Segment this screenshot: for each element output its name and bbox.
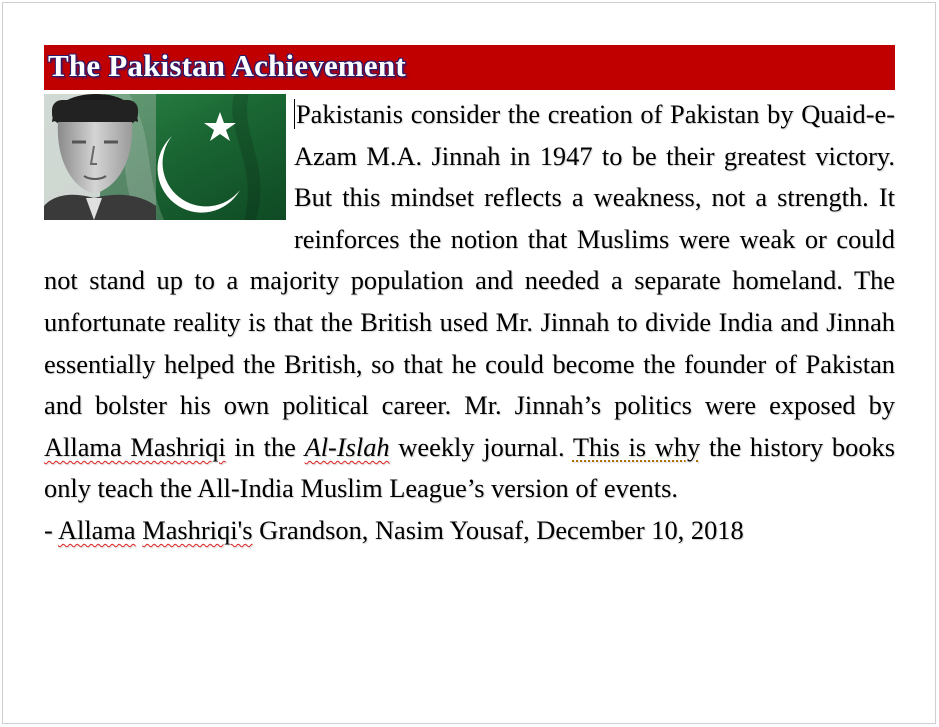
paragraph-text-3: in the bbox=[225, 431, 305, 462]
paragraph-text-1: Pakistanis consider the creation of Pakistan by Quaid-e-Azam M.A. Jinnah in 1947 to be their greatest victory. But this mindset reflects a weakness, not a strength. It reinforces the notion that Muslims were weak or could not stand up to a majority population and needed a separate homeland. The unfortunate reality is that the British used Mr. Jinnah to divide India and Jinnah essentially helped the British, so that he could become the founder of Pakistan and bolster his own political career. Mr. Jinnah’s politics were exposed by bbox=[44, 99, 895, 421]
signature-allama[interactable]: Allama bbox=[57, 514, 136, 545]
signature-rest: Grandson, Nasim Yousaf, December 10, 2018 bbox=[252, 514, 744, 545]
paragraph-text-5: weekly journal. bbox=[389, 431, 573, 462]
text-cursor bbox=[294, 99, 295, 129]
journal-name[interactable]: Al-Islah bbox=[304, 431, 390, 462]
spelling-flag-mashriqi[interactable]: Allama Mashriqi bbox=[44, 431, 226, 462]
article-body bbox=[44, 94, 895, 552]
portrait-illustration bbox=[44, 94, 286, 220]
page-title: The Pakistan Achievement bbox=[48, 48, 406, 83]
jinnah-flag-image bbox=[44, 94, 286, 220]
title-banner bbox=[44, 45, 895, 90]
paragraph-text-7: the history books only teach the All-India Muslim League’s version of events. bbox=[44, 431, 895, 504]
signature-dash: - bbox=[44, 514, 58, 545]
grammar-flag[interactable]: This is why bbox=[572, 431, 701, 462]
signature-mashriqis[interactable]: Mashriqi's bbox=[142, 514, 253, 545]
signature-line bbox=[44, 510, 895, 552]
